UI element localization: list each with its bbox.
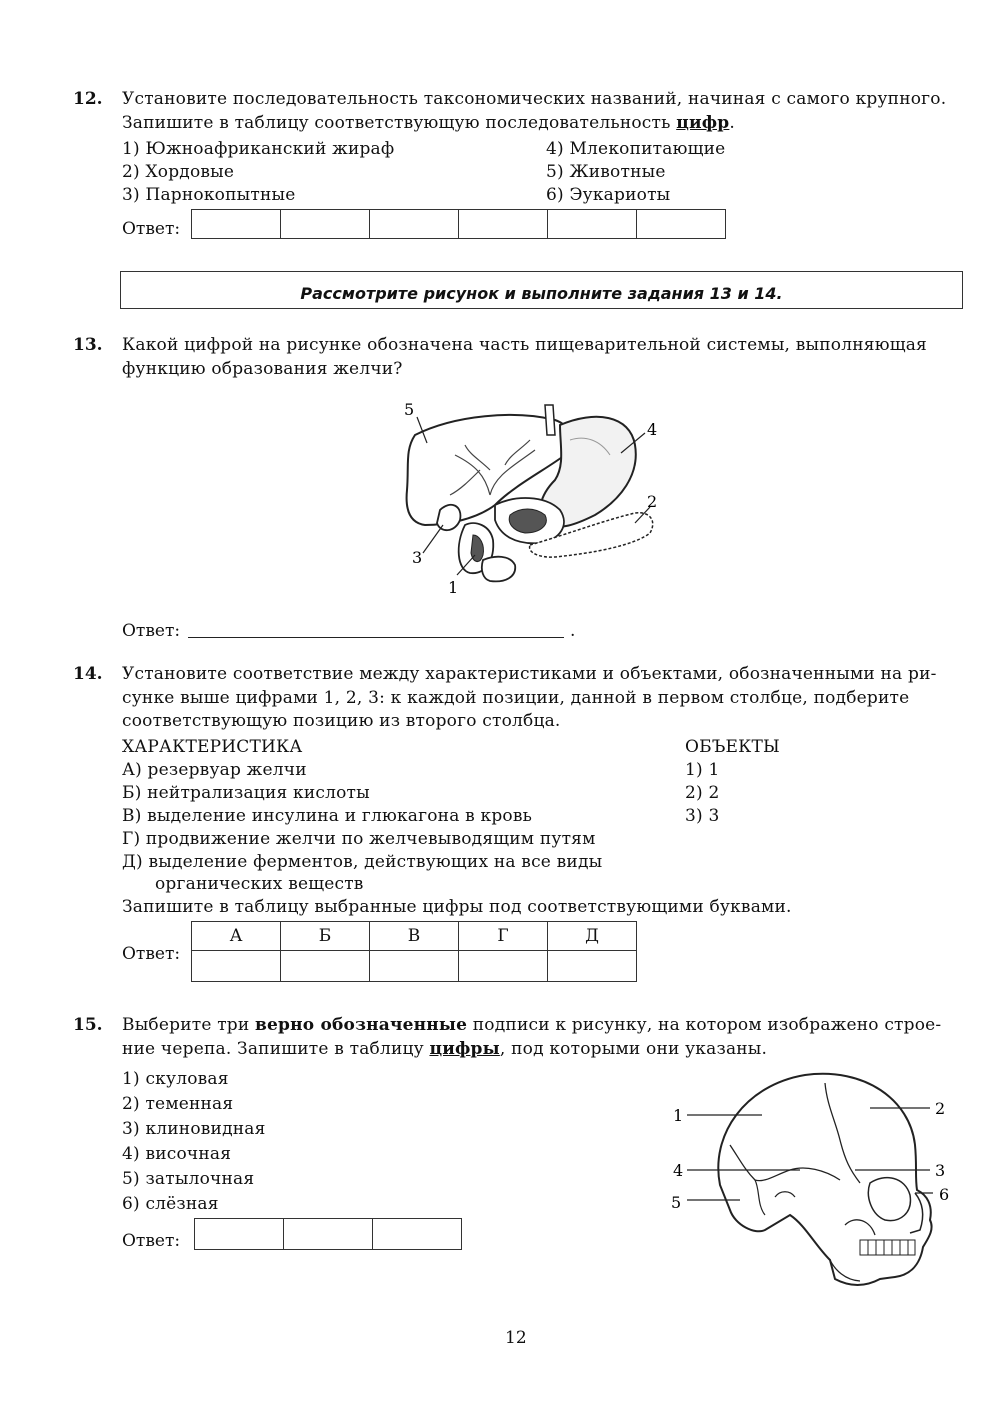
q12-answer-label: Ответ: (122, 219, 181, 239)
q14-answer-table (191, 921, 637, 982)
table-header: Г (459, 922, 548, 951)
q12-number: 12. (73, 89, 103, 109)
q14-object: 1) 1 (685, 760, 720, 780)
q14-characteristic: Д) выделение ферментов, действующих на все виды (122, 852, 603, 872)
q14-text-line3: соответствующую позицию из второго столбца. (122, 711, 561, 731)
figure-label: 6 (939, 1185, 950, 1204)
answer-cell[interactable] (192, 951, 281, 982)
q14-answer-label: Ответ: (122, 944, 181, 964)
q13-answer-line[interactable] (188, 637, 564, 638)
figure-label: 2 (935, 1099, 946, 1118)
q13-number: 13. (73, 335, 103, 355)
q14-characteristic: А) резервуар желчи (122, 760, 307, 780)
q12-option: 6) Эукариоты (546, 185, 671, 205)
answer-cell[interactable] (284, 1219, 373, 1250)
q15-option: 1) скуловая (122, 1069, 229, 1089)
skull-figure (665, 1065, 965, 1305)
q14-object: 3) 3 (685, 806, 720, 826)
q15-option: 6) слёзная (122, 1194, 219, 1214)
q13-text-line2: функцию образования желчи? (122, 359, 403, 379)
q12-option: 1) Южноафриканский жираф (122, 139, 395, 159)
q14-text-line2: сунке выше цифрами 1, 2, 3: к каждой позиции, данной в первом столбце, подберите (122, 688, 910, 708)
q14-characteristic: Г) продвижение желчи по желчевыводящим путям (122, 829, 596, 849)
q12-option: 5) Животные (546, 162, 666, 182)
q14-instruction: Запишите в таблицу выбранные цифры под соответствующими буквами. (122, 897, 792, 917)
figure-label: 4 (673, 1161, 684, 1180)
q12-option: 2) Хордовые (122, 162, 235, 182)
q12-text-line2: Запишите в таблицу соответствующую последовательность цифр. (122, 113, 735, 133)
table-header: Д (548, 922, 637, 951)
q14-col2-header: ОБЪЕКТЫ (685, 737, 780, 757)
q13-text-line1: Какой цифрой на рисунке обозначена часть пищеварительной системы, выполняющая (122, 335, 927, 355)
q14-characteristic: В) выделение инсулина и глюкагона в кровь (122, 806, 533, 826)
figure-label: 3 (412, 548, 423, 567)
figure-label: 4 (647, 420, 658, 439)
figure-label: 1 (673, 1106, 684, 1125)
q15-answer-label: Ответ: (122, 1231, 181, 1251)
answer-cell[interactable] (548, 951, 637, 982)
q12-answer-table (191, 209, 726, 239)
q13-answer-label: Ответ: (122, 621, 181, 641)
q14-characteristic-cont: органических веществ (155, 874, 364, 894)
table-header: А (192, 922, 281, 951)
answer-cell[interactable] (637, 210, 726, 239)
answer-cell[interactable] (459, 210, 548, 239)
q14-col1-header: ХАРАКТЕРИСТИКА (122, 737, 303, 757)
answer-cell[interactable] (195, 1219, 284, 1250)
q15-option: 5) затылочная (122, 1169, 255, 1189)
q14-characteristic: Б) нейтрализация кислоты (122, 783, 370, 803)
q12-option: 4) Млекопитающие (546, 139, 726, 159)
q15-text-line1: Выберите три верно обозначенные подписи к рисунку, на котором изображено строе- (122, 1015, 942, 1035)
figure-label: 5 (671, 1193, 682, 1212)
q14-object: 2) 2 (685, 783, 720, 803)
q12-option: 3) Парнокопытные (122, 185, 296, 205)
table-header: В (370, 922, 459, 951)
answer-cell[interactable] (370, 210, 459, 239)
figure-label: 5 (404, 400, 415, 419)
q15-text-line2: ние черепа. Запишите в таблицу цифры, под которыми они указаны. (122, 1039, 768, 1059)
answer-cell[interactable] (192, 210, 281, 239)
figure-label: 3 (935, 1161, 946, 1180)
q15-number: 15. (73, 1015, 103, 1035)
q14-text-line1: Установите соответствие между характеристиками и объектами, обозначенными на ри- (122, 664, 937, 684)
q15-option: 3) клиновидная (122, 1119, 266, 1139)
answer-cell[interactable] (281, 951, 370, 982)
page-number: 12 (505, 1328, 527, 1348)
q14-number: 14. (73, 664, 103, 684)
answer-cell[interactable] (373, 1219, 462, 1250)
figure-label: 2 (647, 492, 658, 511)
instruction-banner: Рассмотрите рисунок и выполните задания 13 и 14. (120, 271, 963, 309)
answer-cell[interactable] (281, 210, 370, 239)
figure-label: 1 (448, 578, 459, 597)
answer-cell[interactable] (548, 210, 637, 239)
q15-option: 2) теменная (122, 1094, 234, 1114)
answer-cell[interactable] (459, 951, 548, 982)
q15-answer-table (194, 1218, 462, 1250)
digestive-system-figure (395, 395, 675, 605)
q13-answer-end: . (570, 621, 576, 641)
q15-option: 4) височная (122, 1144, 232, 1164)
table-header: Б (281, 922, 370, 951)
answer-cell[interactable] (370, 951, 459, 982)
q12-text-line1: Установите последовательность таксономических названий, начиная с самого крупного. (122, 89, 947, 109)
